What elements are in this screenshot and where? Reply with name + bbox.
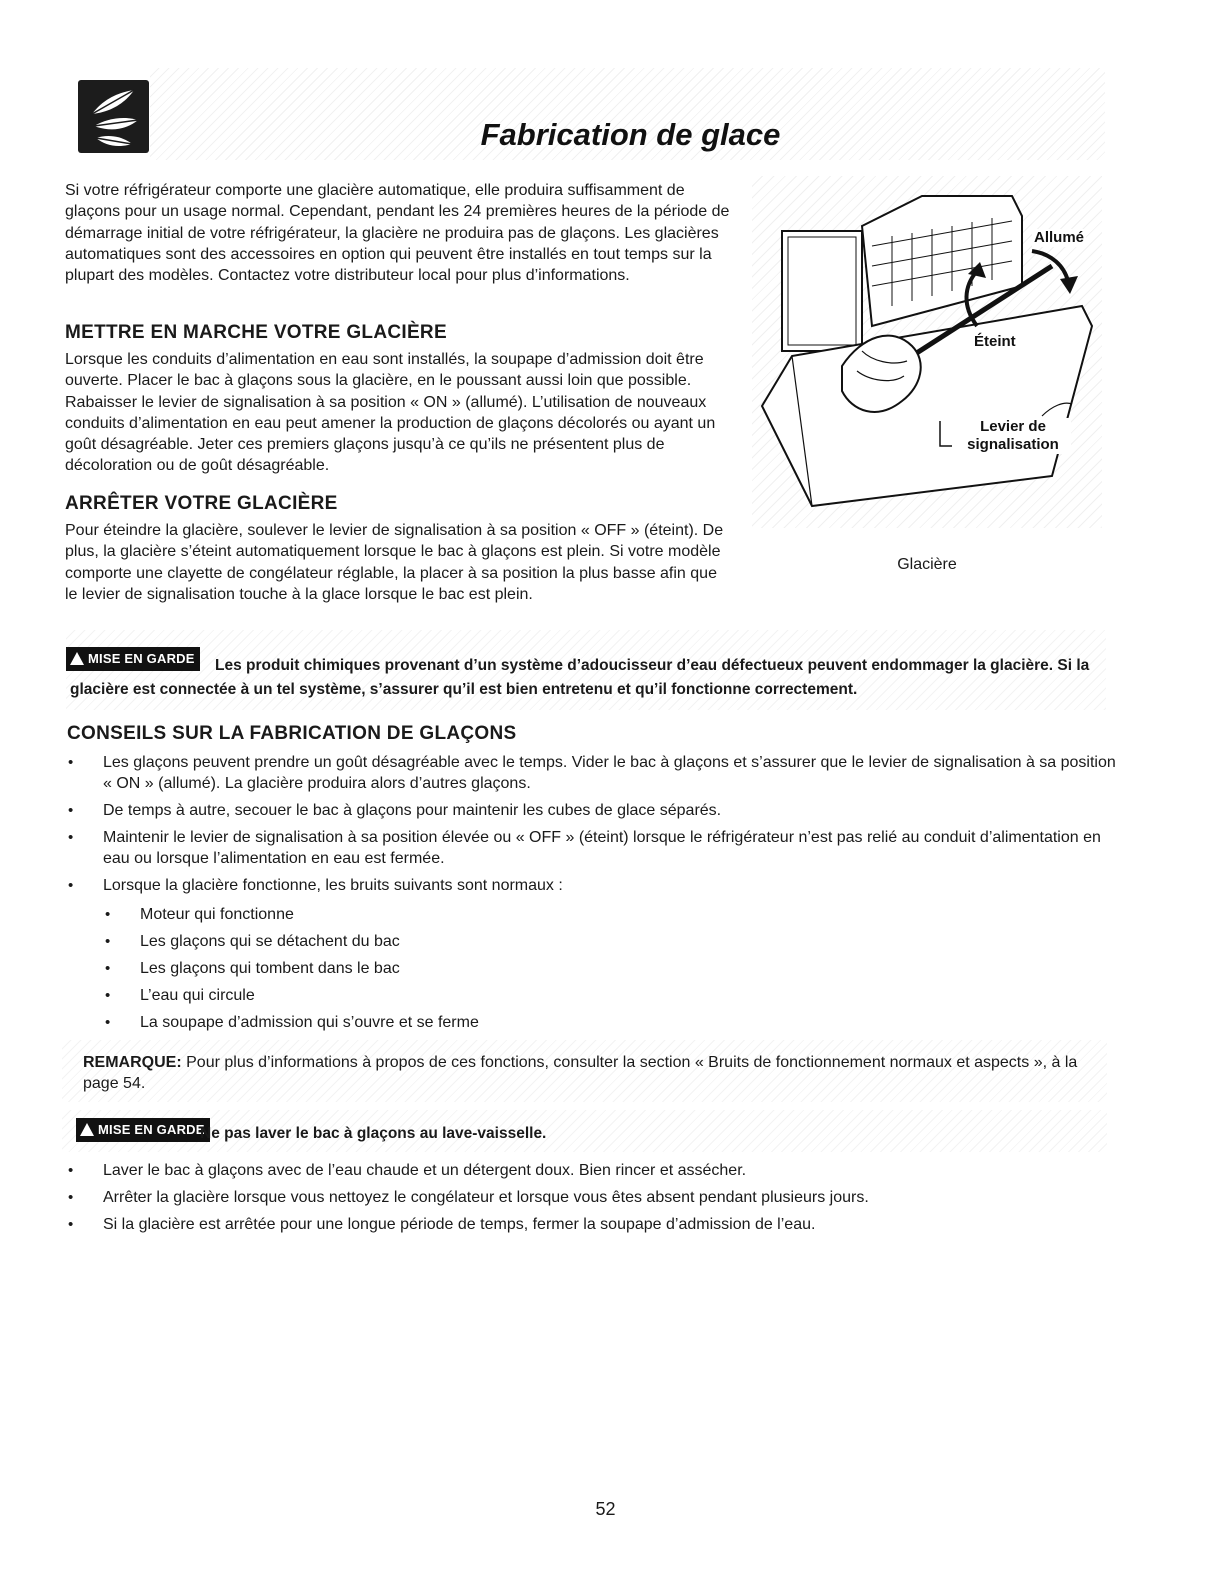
warning-triangle-icon [80,1123,94,1136]
noise-item: • Les glaçons qui se détachent du bac [103,931,703,952]
conseils-title: CONSEILS SUR LA FABRICATION DE GLAÇONS [67,723,517,744]
figure-caption: Glacière [897,556,957,573]
tip-item: • De temps à autre, secouer le bac à glaçons pour maintenir les cubes de glace séparés. [66,800,1116,821]
noise-item: • Les glaçons qui tombent dans le bac [103,958,703,979]
warning-text-1: Les produit chimiques provenant d’un système d’adoucisseur d’eau défectueux peuvent endommager la glacière. Si la glacière est connectée à un tel système, s’assurer qu’il est bien entretenu et qu’il fonctionne correctement. [70,657,1090,698]
section-title-start: METTRE EN MARCHE VOTRE GLACIÈRE [65,322,447,343]
noises-list [103,904,703,1039]
warning-badge-2: MISE EN GARDE [76,1118,210,1142]
tip-item: • Lorsque la glacière fonctionne, les bruits suivants sont normaux : [66,875,1116,896]
page-title: Fabrication de glace [480,116,781,152]
section-title-stop: ARRÊTER VOTRE GLACIÈRE [65,493,338,514]
remarque-note [83,1052,1093,1094]
remarque-text: Pour plus d’informations à propos de ces fonctions, consulter la section « Bruits de fonctionnement normaux et aspects », à la page 54. [83,1054,1078,1092]
tips-list [66,752,1116,902]
care-item: • Si la glacière est arrêtée pour une longue période de temps, fermer la soupape d’admission de l’eau. [66,1214,1116,1235]
callout-lever: Levier de signalisation [955,418,1071,454]
tip-item: • Les glaçons peuvent prendre un goût désagréable avec le temps. Vider le bac à glaçons et s’assurer que le levier de signalisation à sa position « ON » (allumé). La glacière produira alors d’autres glaçons. [66,752,1116,794]
section-body-start: Lorsque les conduits d’alimentation en eau sont installés, la soupape d’admission doit être ouverte. Placer le bac à glaçons sous la glacière, en le poussant aussi loin que possible. Rabaisser le levier de signalisation à sa position « ON » (allumé). L’utilisation de nouveaux conduits d’alimentation en eau peut amener la production de glaçons décolorés ou ayant un goût désagréable. Jeter ces premiers glaçons jusqu’à ce qu’ils ne présentent plus de décoloration ou de goût désagréable. [65,351,716,475]
noise-item: • L’eau qui circule [103,985,703,1006]
remarque-label: REMARQUE: [83,1054,182,1071]
care-item: • Laver le bac à glaçons avec de l’eau chaude et un détergent doux. Bien rincer et assécher. [66,1160,1116,1181]
care-list [66,1160,1116,1241]
section-body-stop: Pour éteindre la glacière, soulever le levier de signalisation à sa position « OFF » (éteint). De plus, la glacière s’éteint automatiquement lorsque le bac à glaçons est plein. Si votre modèle comporte une clayette de congélateur réglable, la placer à sa position la plus basse afin que le levier de signalisation touche à la glace lorsque le bac est plein. [65,522,724,603]
noise-item: • Moteur qui fonctionne [103,904,703,925]
care-item: • Arrêter la glacière lorsque vous nettoyez le congélateur et lorsque vous êtes absent pendant plusieurs jours. [66,1187,1116,1208]
warning-badge-1: MISE EN GARDE [66,647,200,671]
intro-paragraph: Si votre réfrigérateur comporte une glacière automatique, elle produira suffisamment de glaçons pour un usage normal. Cependant, pendant les 24 premières heures de la période de démarrage initial de votre réfrigérateur, la glacière ne produira pas de glaçons. Les glacières automatiques sont des accessoires en option qui peuvent être installés en tout temps sur la plupart des modèles. Contactez votre distributeur local pour plus d’informations. [65,182,730,285]
noise-item: • La soupape d’admission qui s’ouvre et se ferme [103,1012,703,1033]
tip-item: • Maintenir le levier de signalisation à sa position élevée ou « OFF » (éteint) lorsque le réfrigérateur n’est pas relié au conduit d’alimentation en eau ou lorsque l’alimentation en eau est fermée. [66,827,1116,869]
callout-on: Allumé [1034,229,1085,246]
page-number: 52 [595,1499,616,1519]
warning-text-2: Ne pas laver le bac à glaçons au lave-vaisselle. [200,1125,547,1142]
callout-off: Éteint [974,333,1016,350]
